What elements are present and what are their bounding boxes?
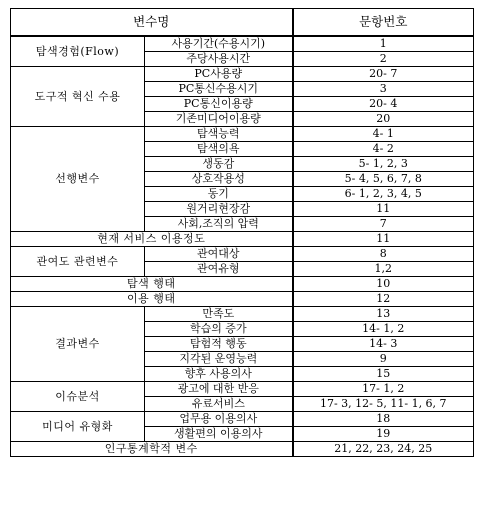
- item-number-cell: 9: [293, 352, 474, 367]
- table-body: [11, 9, 474, 457]
- category-cell: 이슈분석: [11, 382, 145, 412]
- variable-cell: 기존미디어이용량: [145, 112, 293, 127]
- category-cell: 미디어 유형화: [11, 412, 145, 442]
- item-number-cell: 14- 1, 2: [293, 322, 474, 337]
- variable-cell: 상호작용성: [145, 172, 293, 187]
- category-cell: 선행변수: [11, 127, 145, 232]
- table-row: [11, 277, 474, 292]
- variable-merged-cell: 현재 서비스 이용정도: [11, 232, 293, 247]
- item-number-cell: 20- 4: [293, 97, 474, 112]
- variable-merged-cell: 인구통계학적 변수: [11, 442, 293, 457]
- variable-cell: 만족도: [145, 307, 293, 322]
- variable-cell: 동기: [145, 187, 293, 202]
- category-cell: 관여도 관련변수: [11, 247, 145, 277]
- item-number-cell: 13: [293, 307, 474, 322]
- table-row: [11, 67, 474, 82]
- item-number-cell: 1: [293, 36, 474, 52]
- table-row: [11, 382, 474, 397]
- table-row: [11, 307, 474, 322]
- variable-cell: 관여대상: [145, 247, 293, 262]
- table-row: [11, 36, 474, 52]
- item-number-cell: 11: [293, 202, 474, 217]
- table-row: [11, 292, 474, 307]
- item-number-cell: 20: [293, 112, 474, 127]
- table-row: [11, 127, 474, 142]
- header-variable-name: 변수명: [11, 9, 293, 37]
- variable-cell: 생활편의 이용의사: [145, 427, 293, 442]
- item-number-cell: 20- 7: [293, 67, 474, 82]
- item-number-cell: 6- 1, 2, 3, 4, 5: [293, 187, 474, 202]
- item-number-cell: 14- 3: [293, 337, 474, 352]
- table-row: [11, 412, 474, 427]
- item-number-cell: 5- 1, 2, 3: [293, 157, 474, 172]
- table-row: [11, 442, 474, 457]
- variable-cell: 업무용 이용의사: [145, 412, 293, 427]
- item-number-cell: 18: [293, 412, 474, 427]
- variable-cell: PC사용량: [145, 67, 293, 82]
- category-cell: 결과변수: [11, 307, 145, 382]
- header-item-number: 문항번호: [293, 9, 474, 37]
- variable-cell: 향후 사용의사: [145, 367, 293, 382]
- item-number-cell: 1,2: [293, 262, 474, 277]
- variable-cell: 지각된 운영능력: [145, 352, 293, 367]
- variable-table: [10, 8, 474, 457]
- item-number-cell: 7: [293, 217, 474, 232]
- variable-cell: 광고에 대한 반응: [145, 382, 293, 397]
- variable-cell: PC통신수용시기: [145, 82, 293, 97]
- item-number-cell: 4- 2: [293, 142, 474, 157]
- variable-cell: 탐색능력: [145, 127, 293, 142]
- item-number-cell: 11: [293, 232, 474, 247]
- item-number-cell: 12: [293, 292, 474, 307]
- item-number-cell: 8: [293, 247, 474, 262]
- variable-merged-cell: 이용 행태: [11, 292, 293, 307]
- variable-cell: 원거리현장감: [145, 202, 293, 217]
- variable-merged-cell: 탐색 행태: [11, 277, 293, 292]
- item-number-cell: 17- 3, 12- 5, 11- 1, 6, 7: [293, 397, 474, 412]
- variable-cell: 학습의 증가: [145, 322, 293, 337]
- table-row: [11, 247, 474, 262]
- category-cell: 탐색경험(Flow): [11, 36, 145, 67]
- category-cell: 도구적 혁신 수용: [11, 67, 145, 127]
- variable-cell: 관여유형: [145, 262, 293, 277]
- variable-cell: 사용기간(수용시기): [145, 36, 293, 52]
- variable-cell: 생동감: [145, 157, 293, 172]
- item-number-cell: 5- 4, 5, 6, 7, 8: [293, 172, 474, 187]
- item-number-cell: 19: [293, 427, 474, 442]
- item-number-cell: 21, 22, 23, 24, 25: [293, 442, 474, 457]
- item-number-cell: 15: [293, 367, 474, 382]
- variable-cell: 탐색의욕: [145, 142, 293, 157]
- item-number-cell: 17- 1, 2: [293, 382, 474, 397]
- item-number-cell: 10: [293, 277, 474, 292]
- table-row: [11, 232, 474, 247]
- variable-cell: 유료서비스: [145, 397, 293, 412]
- header-row: [11, 9, 474, 37]
- variable-cell: 사회,조직의 압력: [145, 217, 293, 232]
- item-number-cell: 2: [293, 52, 474, 67]
- variable-cell: 주당사용시간: [145, 52, 293, 67]
- item-number-cell: 4- 1: [293, 127, 474, 142]
- variable-cell: PC통신이용량: [145, 97, 293, 112]
- variable-cell: 탐험적 행동: [145, 337, 293, 352]
- item-number-cell: 3: [293, 82, 474, 97]
